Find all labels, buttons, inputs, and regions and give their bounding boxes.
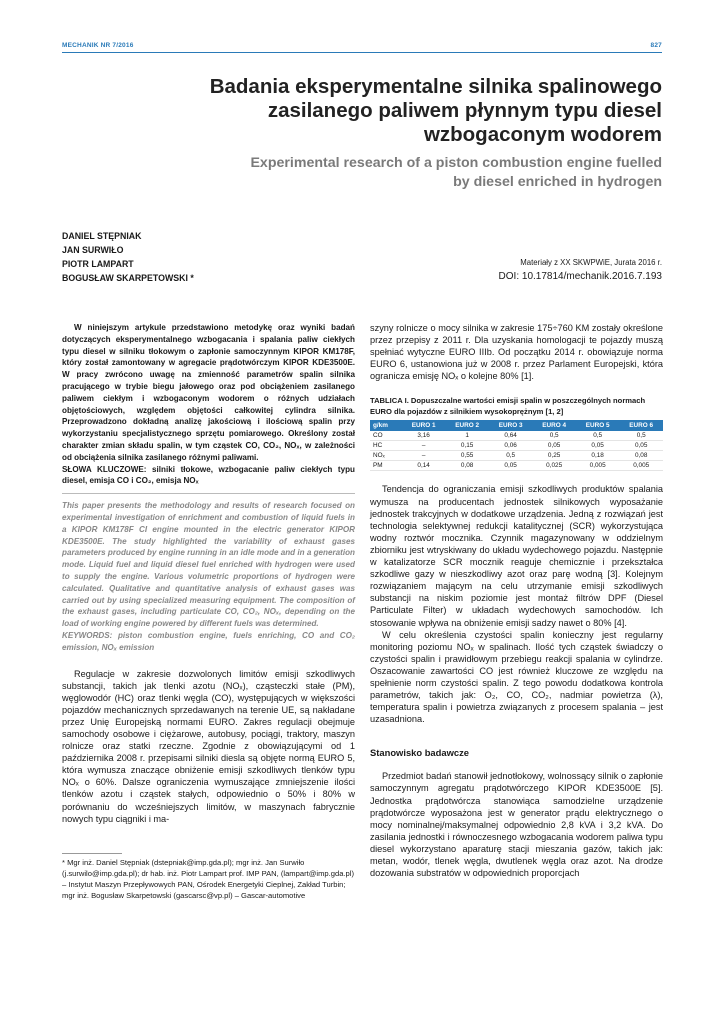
author: JAN SURWIŁO bbox=[62, 245, 124, 255]
table-cell: 0,08 bbox=[619, 451, 663, 461]
paragraph: Przedmiot badań stanowił jednotłokowy, wolnossący silnik o zapłonie samoczynnym agregatu prądotwórczego KIPOR KDE3500E [5]. Jednostka prądotwórcza stanowiąca samodzielne urządzenie prądotwórcze wyposażona jest w generator prądu elektrycznego o mocy nominalnej/maksymalnej odpowiednio 2,8 kVA i 3,2 kVA. Do zasilania jednostki i równoczesnego wzbogacania wodorem paliwa typu diesel wykorzystano aparaturę stacji mieszania gazów, takich jak: metan, wodór, tlenek węgla, dwutlenek węgla oraz azot. Na drodze dozowania substratów w odpowiednich proporcjach bbox=[370, 771, 663, 879]
conference-name: Materiały z XX SKWPWiE, Jurata 2016 r. bbox=[520, 258, 662, 267]
table-header-cell: g/km bbox=[370, 420, 402, 431]
conference-info bbox=[499, 256, 662, 284]
table-header-cell: EURO 6 bbox=[619, 420, 663, 431]
table-cell: 0,15 bbox=[445, 441, 489, 451]
abstract-polish bbox=[62, 322, 355, 487]
table-cell: 0,005 bbox=[576, 461, 620, 471]
table-row bbox=[370, 431, 663, 441]
abstract-divider bbox=[62, 493, 355, 494]
table-cell: 0,25 bbox=[532, 451, 576, 461]
author: DANIEL STĘPNIAK bbox=[62, 231, 142, 241]
table-cell: – bbox=[402, 451, 446, 461]
author: PIOTR LAMPART bbox=[62, 259, 134, 269]
footnote-block bbox=[62, 853, 355, 901]
table-cell: 0,5 bbox=[576, 431, 620, 441]
title-pl-line: wzbogaconym wodorem bbox=[423, 123, 662, 146]
header-rule bbox=[62, 52, 662, 53]
table-header-cell: EURO 5 bbox=[576, 420, 620, 431]
table-cell: 0,05 bbox=[489, 461, 533, 471]
title-english bbox=[142, 154, 662, 192]
footnote-rule bbox=[62, 853, 122, 854]
table-row bbox=[370, 461, 663, 471]
table-cell: 1 bbox=[445, 431, 489, 441]
emission-table bbox=[370, 420, 663, 471]
journal-header: MECHANIK NR 7/2016 bbox=[62, 42, 134, 49]
table-header-cell: EURO 2 bbox=[445, 420, 489, 431]
table-row bbox=[370, 441, 663, 451]
table-cell: 0,14 bbox=[402, 461, 446, 471]
table-cell: 0,55 bbox=[445, 451, 489, 461]
table-header-cell: EURO 4 bbox=[532, 420, 576, 431]
abstract-pl-text: W niniejszym artykule przedstawiono metodykę oraz wyniki badań dotyczących eksperymentalnego wzbogacania i spalania paliw ciekłych typu diesel w silniku tłokowym o zapłonie samoczynnym KIPOR KM178F, który został zamontowany w agregacie prądotwórczym KIPOR KDE3500E. W pracy zwrócono uwagę na zmienność parametrów spalin silnika pracującego w trybie biegu jałowego oraz pod obciążeniem zasilanego paliwem ciekłym i wzbogaconym wodorem o różnych udziałach objętościowych, względem objętości całkowitej cylindra silnika. Przeprowadzono dokładną analizę jakościową i ilościową spalin przy wykorzystaniu specjalistycznego sprzętu pomiarowego. Określony został charakter zmian składu spalin, w tym cząstek CO, CO₂, NOₓ, w zależności od obciążenia silnika zasilanego różnymi paliwami. bbox=[62, 323, 355, 462]
right-column bbox=[370, 322, 663, 879]
table-cell: HC bbox=[370, 441, 402, 451]
table-cell: 0,05 bbox=[576, 441, 620, 451]
table-cell: 0,08 bbox=[445, 461, 489, 471]
abstract-english bbox=[62, 500, 355, 653]
left-column bbox=[62, 322, 355, 901]
doi: DOI: 10.17814/mechanik.2016.7.193 bbox=[498, 271, 662, 282]
body-right-section bbox=[370, 770, 663, 879]
title-en-line: Experimental research of a piston combustion engine fuelled bbox=[250, 155, 662, 171]
table-row bbox=[370, 451, 663, 461]
table-cell: 3,16 bbox=[402, 431, 446, 441]
table-cell: PM bbox=[370, 461, 402, 471]
title-polish bbox=[142, 75, 662, 147]
keywords-pl: SŁOWA KLUCZOWE: silniki tłokowe, wzbogacanie paliw ciekłych typu diesel, emisja CO i CO₂, emisja NOₓ bbox=[62, 464, 355, 486]
paragraph: szyny rolnicze o mocy silnika w zakresie 175÷760 KM zostały określone przez przepisy z 2011 r. Dla uzyskania homologacji te pojazdy muszą spełniać wytyczne EURO IIIb. Od początku 2014 r. obowiązuje norma EURO 6, ustanowiona już w 2008 r. przez Parlament Europejski, która ogranicza emisję NOₓ o kolejne 80% [1]. bbox=[370, 323, 663, 382]
table-header-row bbox=[370, 420, 663, 431]
author-list bbox=[62, 229, 194, 285]
table-cell: 0,05 bbox=[619, 441, 663, 451]
table-cell: 0,5 bbox=[619, 431, 663, 441]
paragraph: Tendencja do ograniczania emisji szkodliwych produktów spalania wymusza na producentach jednostek silnikowych wyposażanie jednostek trakcyjnych w dodatkowe urządzenia. Jedną z rozwiązań jest technologia selektywnej redukcji katalitycznej (SCR) wykorzystująca wodny roztwór mocznika. Czynnik magazynowany w oddzielnym zbiorniku jest wtryskiwany do układu wydechowego pojazdu. Następnie w katalizatorze SCR mocznik reaguje chemicznie i przekształca szkodliwe gazy w nieszkodliwy azot oraz parę wodną [3]. Kolejnym rozwiązaniem mającym na celu utrzymanie emisji szkodliwych substancji na niskim poziomie jest montaż filtrów DPF (Diesel Particulate Filter) w układach wydechowych samochodów. Ich stosowanie wpływa na obniżenie emisji sadzy nawet o 80% [4]. bbox=[370, 484, 663, 628]
table-cell: 0,64 bbox=[489, 431, 533, 441]
table-cell: 0,5 bbox=[489, 451, 533, 461]
paragraph: W celu określenia czystości spalin konieczny jest regularny monitoring poziomu NOₓ w spalinach. Ilość tych cząstek świadczy o czystości spalin i prawidłowym przebiegu reakcji spalania w cylindrze. Oszacowanie zawartości CO jest również kluczowe ze względu na spełnienie norm czystości spalin. Z tego powodu dodatkowa kontrola parametrów, takich jak: O₂, CO, CO₂, nadmiar powietrza (λ), temperatura spalin i powietrza związanych z procesem spalania – jest uzasadniona. bbox=[370, 629, 663, 725]
body-left bbox=[62, 668, 355, 825]
table-cell: 0,025 bbox=[532, 461, 576, 471]
author: BOGUSŁAW SKARPETOWSKI * bbox=[62, 273, 194, 283]
table-cell: 0,06 bbox=[489, 441, 533, 451]
footnote: * Mgr inż. Daniel Stępniak (dstepniak@imp.gda.pl); mgr inż. Jan Surwiło (j.surwilo@imp.gda.pl); dr hab. inż. Piotr Lampart prof. IMP PAN, (lampart@imp.gda.pl) – Instytut Maszyn Przepływowych PAN, Ośrodek Energetyki Cieplnej, Zakład Turbin; mgr inż. Bogusław Skarpetowski (gascarsc@vp.pl) – Gascar-automotive bbox=[62, 857, 354, 900]
table-cell: 0,005 bbox=[619, 461, 663, 471]
table-header-cell: EURO 3 bbox=[489, 420, 533, 431]
section-heading: Stanowisko badawcze bbox=[370, 747, 469, 759]
title-pl-line: zasilanego paliwem płynnym typu diesel bbox=[267, 99, 662, 122]
page-number: 827 bbox=[650, 42, 662, 49]
table-cell: – bbox=[402, 441, 446, 451]
table-header-cell: EURO 1 bbox=[402, 420, 446, 431]
title-pl-line: Badania eksperymentalne silnika spalinowego bbox=[209, 75, 662, 98]
abstract-en-text: This paper presents the methodology and results of research focused on experimental investigation of enrichment and combustion of liquid fuels in a KIPOR KM178F CI engine mounted in the electric generator KIPOR KDE3500E. The study highlighted the variability of exhaust gases parameters produced by engine running in an idle mode and in a generation mode. Liquid fuel and liquid diesel fuel enriched with hydrogen were used to supply the engine. Various volumetric proportions of hydrogen were calculated. Qualitative and quantitative analysis of exhaust gases was carried out by using specialized measuring equipment. The composition of the exhaust gases, including particulate CO, CO₂, NOₓ, depending on the load of working engine powered by different fuels was determined. bbox=[62, 501, 355, 629]
table-cell: 0,05 bbox=[532, 441, 576, 451]
title-en-line: by diesel enriched in hydrogen bbox=[453, 174, 662, 190]
table-cell: 0,18 bbox=[576, 451, 620, 461]
table-cell: 0,5 bbox=[532, 431, 576, 441]
table-caption: TABLICA I. Dopuszczalne wartości emisji spalin w poszczególnych normach EURO dla pojazdów z silnikiem wysokoprężnym [1, 2] bbox=[370, 396, 646, 416]
body-right bbox=[370, 322, 663, 382]
keywords-en: KEYWORDS: piston combustion engine, fuels enriching, CO and CO₂ emission, NOₓ emission bbox=[62, 630, 355, 652]
body-right-continued bbox=[370, 483, 663, 725]
paragraph: Regulacje w zakresie dozwolonych limitów emisji szkodliwych substancji, takich jak tlenki azotu (NOₓ), cząsteczki stałe (PM), węglowodór (HC) oraz tlenki węgla (CO), występujących w większości pojazdów mechanicznych sprzedawanych na terenie UE, są nakładane przez Unię Europejską normami EURO. Zakres regulacji obejmuje samochody osobowe i ciężarowe, autobusy, pociągi, traktory, maszyn rolnicze oraz statki rzeczne. Zgodnie z obowiązującymi od 1 października 2008 r. przepisami silniki diesla są objęte normą EURO 5, która wymusza znaczące obniżenie emisji szkodliwych tlenków typu NOₓ o 60%. Dalsze ograniczenia wymuszające zmniejszenie ilości tlenków azotu i cząstek stałych, odpowiednio o 50% i 80% w porównaniu do wcześniejszych limitów, w maszynach fabrycznie nowych typu ciągniki i ma- bbox=[62, 668, 355, 824]
table-cell: CO bbox=[370, 431, 402, 441]
table-cell: NOₓ bbox=[370, 451, 402, 461]
